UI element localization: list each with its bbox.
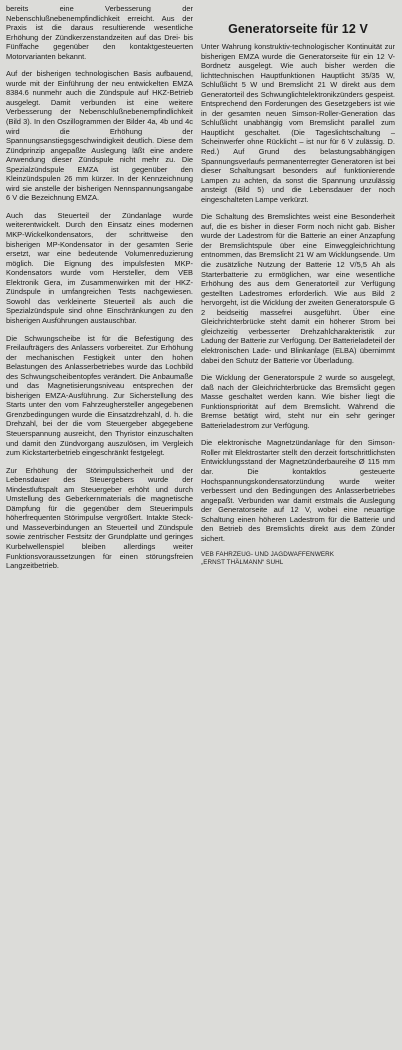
author-credit	[201, 551, 395, 567]
paragraph: Die Schaltung des Bremslichtes weist eine Besonderheit auf, die es bisher in dieser Form noch nicht gab. Bisher wurde der Ladestrom für die Batterie an einer Anzapfung der Bremslichtspule über eine Einweggleichrichtung entnommen, das Bremslicht 21 W am Wicklungsende. Um die zusätzliche Nutzung der Batterie 12 V/5,5 Ah als Starterbatterie zu ermöglichen, war eine wesentliche Erhöhung des aus dem Generatorteil zur Verfügung gestellten Ladestromes erforderlich. Wie aus Bild 2 hervorgeht, ist die Wicklung der zweiten Generatorspule G 2 beidseitig massefrei ausgeführt. Über eine Gleichrichterbrücke steht damit ein höherer Strom bei gleichzeitig verbesserter Drehzahlcharakteristik zur Ladung der Batterie zur Verfügung. Der Batterieladeteil der elektronischen Lade- und Blinkanlage (ELBA) übernimmt dabei den Schutz der Batterie vor Überladung.	[201, 212, 395, 365]
paragraph: Die Wicklung der Generatorspule 2 wurde so ausgelegt, daß nach der Gleichrichterbrücke das Bremslicht gegen Masse geschaltet werden kann. Wie bisher liegt die Funktionspriorität auf dem Bremslicht. Während die Bremse betätigt wird, steht nur ein sehr geringer Batterieladestrom zur Verfügung.	[201, 373, 395, 430]
paragraph: Auch das Steuerteil der Zündanlage wurde weiterentwickelt. Durch den Einsatz eines modernen MKP-Wickelkondensators, der schrittweise den bisherigen MP-Kondensator in der gesamten Serie ersetzt, war eine bedeutende Volumenreduzierung möglich. Die Eignung des impulsfesten MKP-Kondensators wurde vom Hersteller, dem VEB Elektronik Gera, im Zusammenwirken mit der HKZ-Zündspule in umfangreichen Tests nachgewiesen. Sowohl das verkleinerte Steuerteil als auch die Spezialzündspule sind ohne Einschränkungen zu den bisherigen Ausführungen austauschbar.	[6, 210, 193, 325]
paragraph: Zur Erhöhung der Störimpulssicherheit und der Lebensdauer des Steuergebers wurde der Mindestluftspalt am Steuergeber erhöht und durch Umstellung des Geberkernmaterials die magnetische Dämpfung für die gegenüber dem Steuerimpuls höherfrequenten Störimpulse vergrößert. Intakte Steck- und Masseverbindungen an Steuerteil und Zündspule sowie zentrischer Festsitz der Grundplatte und geringes Kurbelwellenspiel bleiben allerdings weiter Funktionsvoraussetzungen für einen störungsfreien Langzeitbetrieb.	[6, 465, 193, 571]
paragraph: bereits eine Verbesserung der Nebenschlußnebenempfindlichkeit erreicht. Aus der Praxis ist die daraus resultierende wesentliche Erhöhung der Zündkerzenstandzeiten auf das Drei- bis Fünffache gegenüber den kontaktgesteuerten Motorvarianten bekannt.	[6, 4, 193, 61]
paragraph: Auf der bisherigen technologischen Basis aufbauend, wurde mit der Einführung der neu entwickelten EMZA 8384.6 nunmehr auch die Zündspule auf HKZ-Betrieb ausgelegt. Damit verbunden ist eine weitere Verbesserung der Nebenschlußnebenempfindlichkeit (Bild 3). In den Oszillogrammen der Bilder 4a, 4b und 4c wird die Erhöhung der Spannungsanstiegsgeschwindigkeit deutlich. Diese dem Zündprinzip angepaßte Auslegung läßt eine andere Anwendung dieser Zündspule nicht mehr zu. Die Spezialzündspule EMZA ist gegenüber den Kleinzündspulen 26 mm kürzer. In der Kennzeichnung wird sie anstelle der bisherigen Nennspannungsangabe 6 V die Bezeichnung EMZA.	[6, 69, 193, 203]
author-credit-line: „ERNST THÄLMANN“ SUHL	[201, 559, 284, 567]
left-column	[6, 4, 193, 579]
author-credit-line: VEB FAHRZEUG- UND JAGDWAFFENWERK	[201, 551, 335, 559]
paragraph: Unter Wahrung konstruktiv-technologischer Kontinuität zur bisherigen EMZA wurde die Generatorseite für ein 12 V-Bordnetz ausgelegt. Wie auch bisher werden die lichttechnischen Hauptfunktionen Hauptlicht 35/35 W, Schlußlicht 5 W und Bremslicht 21 W direkt aus dem Generatorteil des Schwunglichtelektronikzünders gespeist. Entsprechend den Forderungen des Gesetzgebers ist wie in der gesamten neuen Simson-Roller-Generation das Schlußlicht unabhängig vom Bremslicht parallel zum Hauptlicht geschaltet. (Die Tageslichtschaltung – Scheinwerfer ohne Rücklicht – ist nur für 6 V zulässig. D. Red.) Auf Grund des belastungsabhängigen Spannungsverlaufs permanenterregter Generatoren ist bei dieser Schaltungsart besonders auf funktionierende Lampen zu achten, da sonst die Spannung unzulässig ansteigt (Bild 5) und die Lebensdauer der noch eingeschalteten Lampe verkürzt.	[201, 42, 395, 204]
paragraph: Die elektronische Magnetzündanlage für den Simson-Roller mit Elektrostarter stellt den derzeit fortschrittlichsten Entwicklungsstand der Magnetzünderbaureihe Ø 115 mm dar. Die kontaktlos gesteuerte Hochspannungskondensatorzündung wurde weiter verbessert und den Bedingungen des Anlasserbetriebes angepaßt. Verbunden war damit erstmals die Auslegung der Generatorseite auf 12 V, wobei eine neuartige Schaltung einen höheren Ladestrom für die Batterie und den Betrieb des Bremslichts direkt aus dem Zünder sichert.	[201, 438, 395, 543]
section-heading: Generatorseite für 12 V	[228, 22, 368, 36]
right-column	[201, 4, 395, 567]
paragraph: Die Schwungscheibe ist für die Befestigung des Freilaufträgers des Anlassers vorbereitet. Zur Erhöhung der mechanischen Festigkeit unter den hohen Belastungen des Anlasserbetriebes wurde das Lochbild des Schwungscheibentopfes verändert. Die Anbaumaße und das Magnetisierungsniveau entsprechen der bisherigen EMZA-Ausführung. Zur Sicherstellung des Starts unter den vom Fahrzeughersteller angegebenen Grenzbedingungen wurde die Einsatzdrehzahl, d. h. die Drehzahl, bei der die vom Steuergeber abgegebene Steuerspannung ausreicht, den Thyristor einzuschalten und damit den Zündvorgang auszulösen, im Vergleich zum Kickstarterbetrieb eingeschränkt festgelegt.	[6, 333, 193, 458]
